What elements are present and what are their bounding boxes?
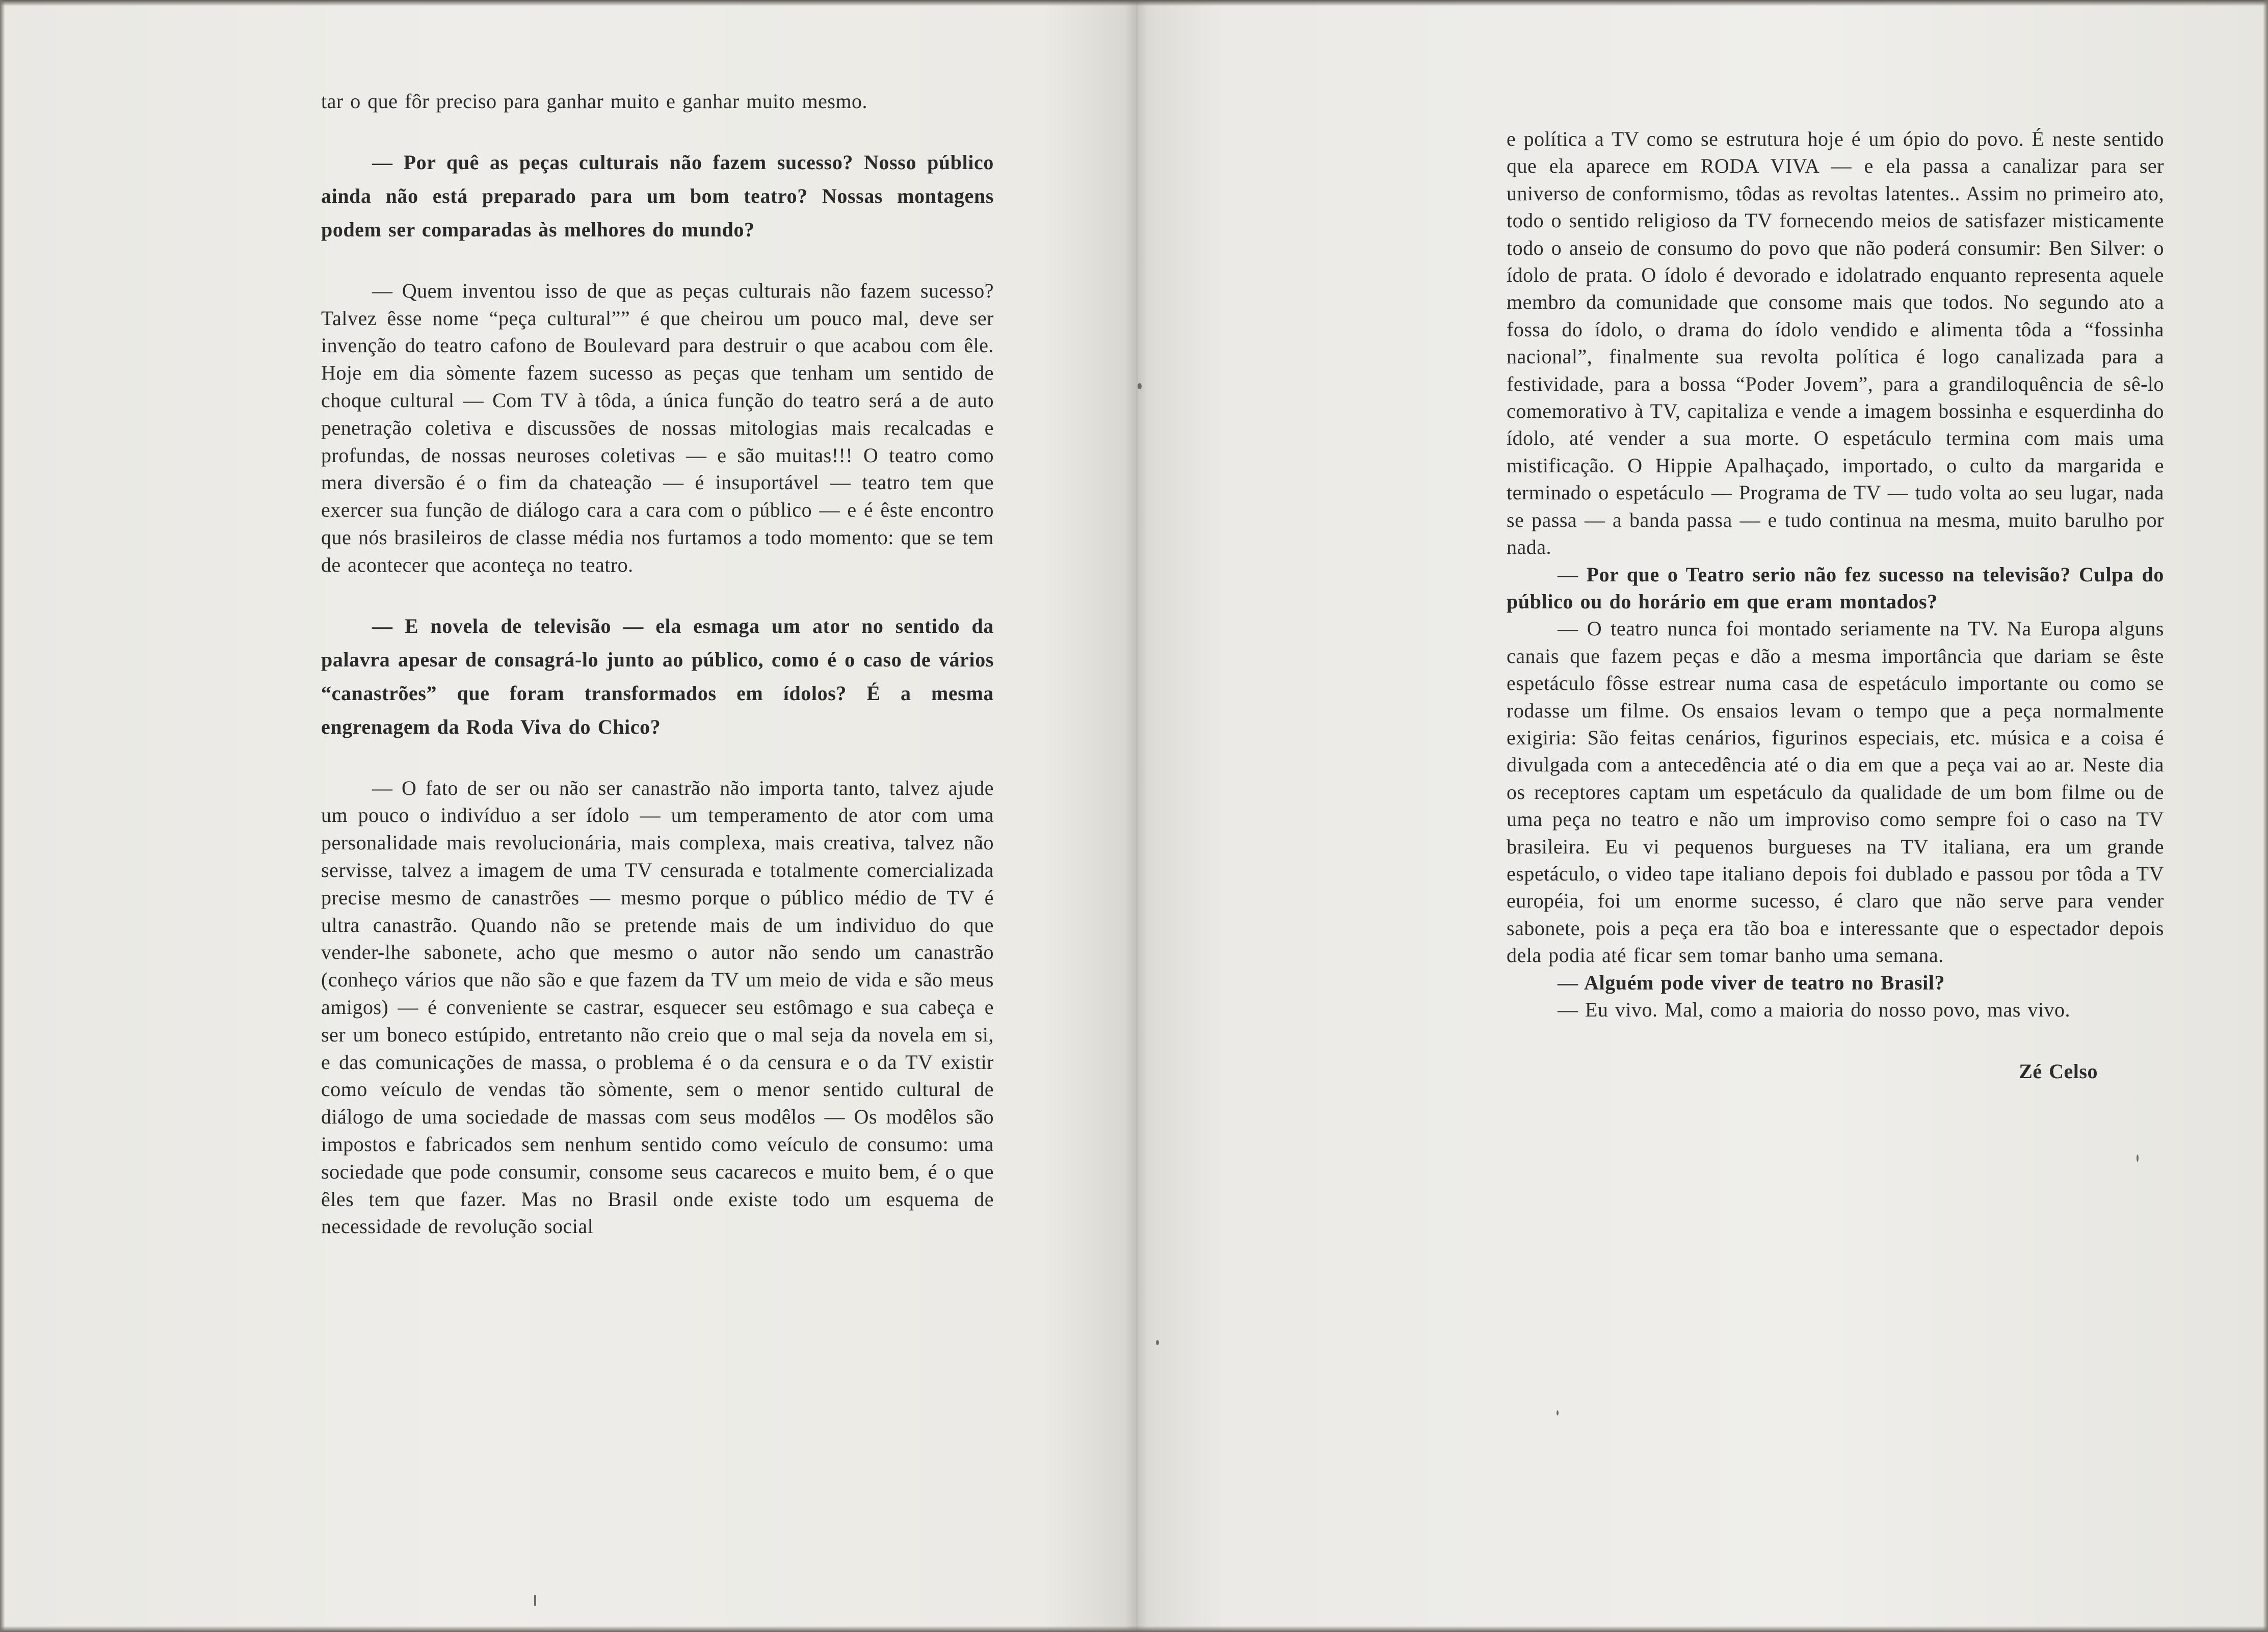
- right-page: [1136, 0, 2268, 1632]
- paper-speck: [1156, 1340, 1159, 1345]
- interview-question: — E novela de televisão — ela esmaga um ator no sentido da palavra apesar de consagrá-lo junto ao público, como é o caso de vários “canastrões” que foram transformados em ídolos? É a mesma engrenagem da Roda Viva do Chico?: [321, 614, 994, 738]
- interview-question: — Por quê as peças culturais não fazem sucesso? Nosso público ainda não está preparado para um bom teatro? Nossas montagens podem ser comparadas às melhores do mundo?: [321, 150, 994, 241]
- left-column: [321, 88, 994, 1240]
- interview-question: — Alguém pode viver de teatro no Brasil?: [1558, 971, 1945, 994]
- page-gutter: [1126, 0, 1147, 1632]
- paper-speck: [2137, 1155, 2139, 1162]
- paragraph-continuation: e política a TV como se estrutura hoje é um ópio do povo. É neste sentido que ela aparece em RODA VIVA — e ela passa a canalizar para ser universo de conformismo, tôdas as revoltas latentes.. Assim no primeiro ato, todo o sentido religioso da TV fornecendo meios de satisfazer misticamente todo o anseio de consumo do povo que não poderá consumir: Ben Silver: o ídolo de prata. O ídolo é devorado e idolatrado enquanto representa aquele membro da comunidade que consome mais que todos. No segundo ato a fossa do ídolo, o drama do ídolo vendido e alimenta tôda a “fossinha nacional”, finalmente sua revolta política é logo canalizada para a festividade, para a bossa “Poder Jovem”, para a grandiloquência de sê-lo comemorativo à TV, capitaliza e vende a imagem bossinha e esquerdinha do ídolo, até vender a sua morte. O espetáculo termina com mais uma mistificação. O Hippie Apalhaçado, importado, o culto da margarida e terminado o espetáculo — Programa de TV — tudo volta ao seu lugar, nada se passa — a banda passa — e tudo continua na mesma, muito barulho por nada.: [1507, 127, 2164, 559]
- right-column: [1507, 125, 2164, 1085]
- interview-answer: — Eu vivo. Mal, como a maioria do nosso povo, mas vivo.: [1558, 998, 2070, 1021]
- paper-speck: [534, 1595, 536, 1606]
- interview-answer: — O teatro nunca foi montado seriamente na TV. Na Europa alguns canais que fazem peças e dão a mesma importância que dariam se êste espetáculo fôsse estrear numa casa de espetáculo importante ou como se rodasse um filme. Os ensaios levam o tempo que a peça normalmente exigiria: São feitas cenários, figurinos especiais, etc. música e a coisa é divulgada com a antecedência até o dia em que a peça vai ao ar. Neste dia os receptores captam um espetáculo da qualidade de um bom filme ou de uma peça no teatro e não um improviso como sempre foi o caso na TV brasileira. Eu vi pequenos burgueses na TV italiana, era um grande espetáculo, o video tape italiano depois foi dublado e passou por tôda a TV européia, foi um enorme sucesso, é claro que não serve para vender sabonete, pois a peça era tão boa e interessante que o espectador depois dela podia até ficar sem tomar banho uma semana.: [1507, 617, 2164, 967]
- paragraph-continuation: tar o que fôr preciso para ganhar muito e ganhar muito mesmo.: [321, 90, 868, 113]
- paper-speck: [1557, 1410, 1559, 1415]
- interview-question: — Por que o Teatro serio não fez sucesso na televisão? Culpa do público ou do horário em que eram montados?: [1507, 563, 2164, 613]
- page-edge-top: [0, 0, 2268, 6]
- author-signature: Zé Celso: [2019, 1060, 2098, 1083]
- paper-speck: [1138, 383, 1142, 389]
- interview-answer: — O fato de ser ou não ser canastrão não importa tanto, talvez ajude um pouco o indivíduo a ser ídolo — um temperamento de ator com uma personalidade mais revolucionária, mais complexa, mais creativa, talvez não servisse, talvez a imagem de uma TV censurada e totalmente comercializada precise mesmo de canastrões — mesmo porque o público médio de TV é ultra canastrão. Quando não se pretende mais de um individuo do que vender-lhe sabonete, acho que mesmo o autor não sendo um canastrão (conheço vários que não são e que fazem da TV um meio de vida e são meus amigos) — é conveniente se castrar, esquecer seu estômago e sua cabeça e ser um boneco estúpido, entretanto não creio que o mal seja da novela em si, e das comunicações de massa, o problema é o da censura e o da TV existir como veículo de vendas tão sòmente, sem o menor sentido cultural de diálogo de uma sociedade de massas com seus modêlos — Os modêlos são impostos e fabricados sem nenhum sentido como veículo de consumo: uma sociedade que pode consumir, consome seus cacarecos e muito bem, é o que êles tem que fazer. Mas no Brasil onde existe todo um esquema de necessidade de revolução social: [321, 776, 994, 1238]
- interview-answer: — Quem inventou isso de que as peças culturais não fazem sucesso? Talvez êsse nome “peça cultural”” é que cheirou um pouco mal, deve ser invenção do teatro cafono de Boulevard para destruir o que acabou com êle. Hoje em dia sòmente fazem sucesso as peças que tenham um sentido de choque cultural — Com TV à tôda, a única função do teatro será a de auto penetração coletiva e discussões de nossas mitologias mais recalcadas e profundas, de nossas neuroses coletivas — e são muitas!!! O teatro como mera diversão é o fim da chateação — é insuportável — teatro tem que exercer sua função de diálogo cara a cara com o público — e é êste encontro que nós brasileiros de classe média nos furtamos a todo momento: que se tem de acontecer que aconteça no teatro.: [321, 279, 994, 576]
- page-edge-bottom: [0, 1626, 2268, 1632]
- page-edge-right: [2263, 0, 2268, 1632]
- page-edge-left: [0, 0, 5, 1632]
